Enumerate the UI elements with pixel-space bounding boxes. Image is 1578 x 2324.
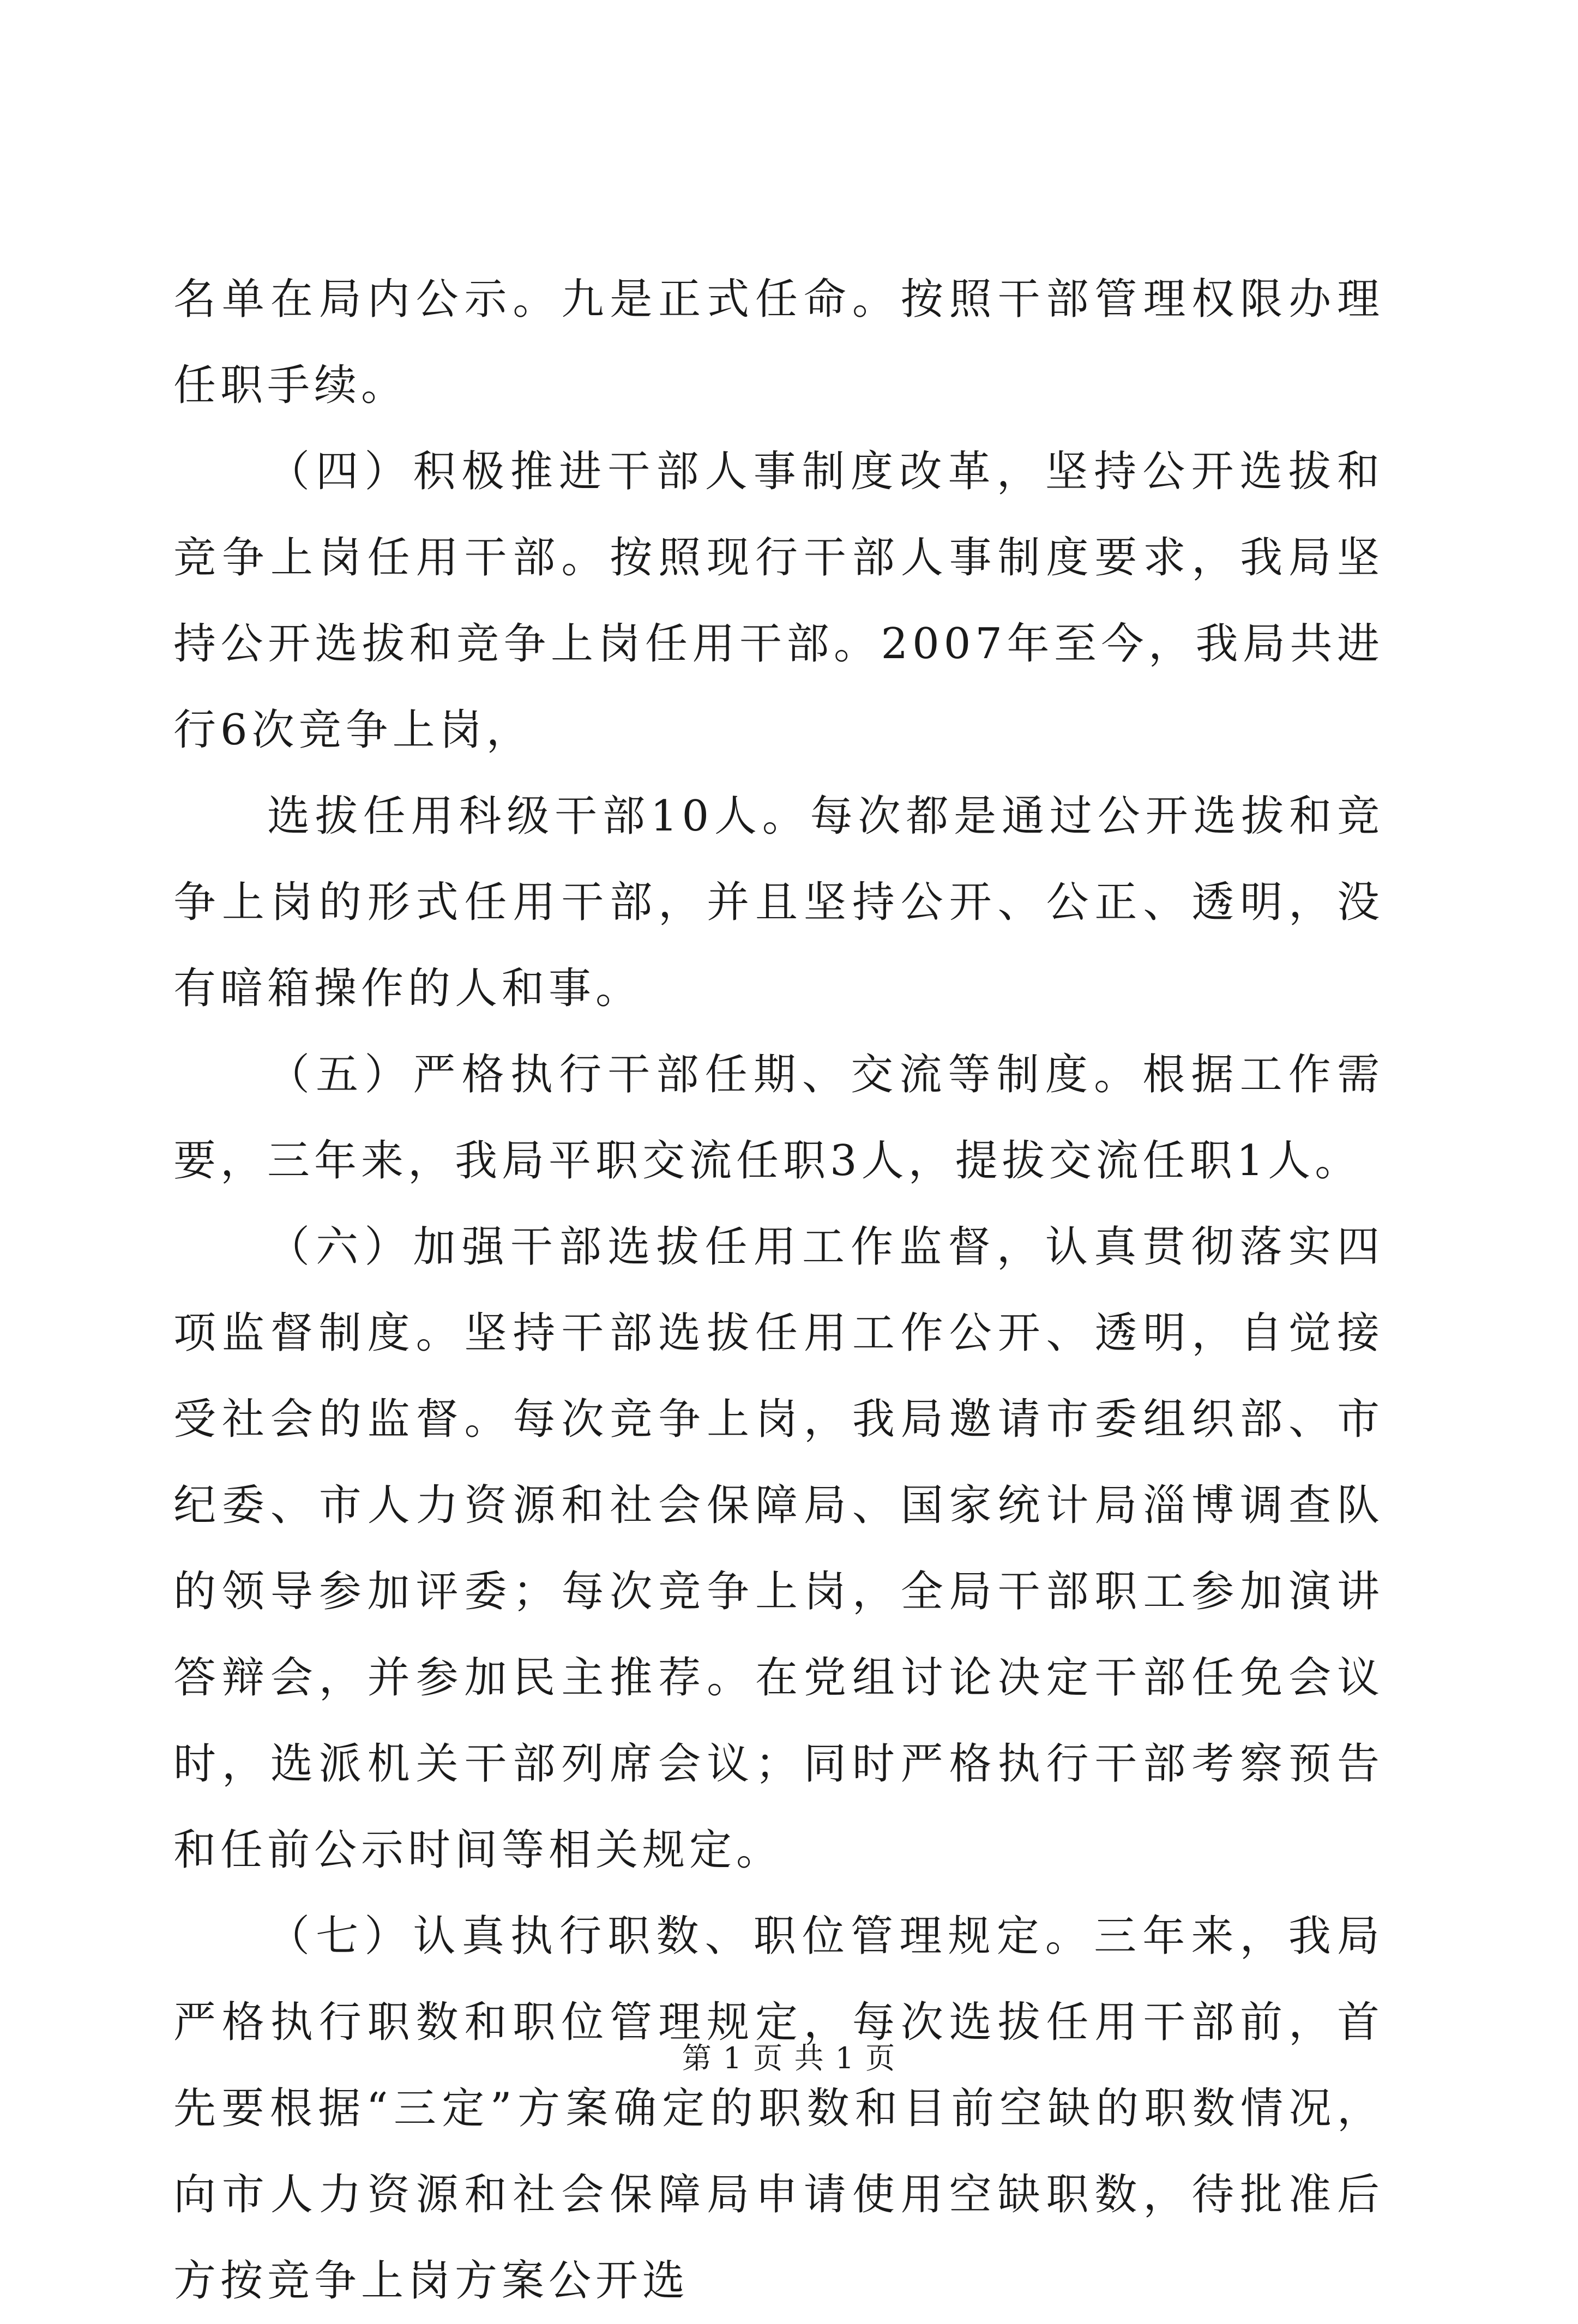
- document-body: [173, 256, 1384, 2324]
- page-number-footer: 第 1 页 共 1 页: [682, 2041, 896, 2075]
- paragraph-4: （五）严格执行干部任期、交流等制度。根据工作需要，三年来，我局平职交流任职3人，提拔交流任职1人。: [173, 1050, 1384, 1185]
- paragraph-5: （六）加强干部选拔任用工作监督，认真贯彻落实四项监督制度。坚持干部选拔任用工作公开、透明，自觉接受社会的监督。每次竞争上岗，我局邀请市委组织部、市纪委、市人力资源和社会保障局、国家统计局淄博调查队的领导参加评委；每次竞争上岗，全局干部职工参加演讲答辩会，并参加民主推荐。在党组讨论决定干部任免会议时，选派机关干部列席会议；同时严格执行干部考察预告和任前公示时间等相关规定。: [173, 1223, 1384, 1875]
- paragraph-6: （七）认真执行职数、职位管理规定。三年来，我局严格执行职数和职位管理规定，每次选拔任用干部前，首先要根据“三定”方案确定的职数和目前空缺的职数情况，向市人力资源和社会保障局申请使用空缺职数，待批准后方按竞争上岗方案公开选: [173, 1912, 1384, 2305]
- paragraph-3: 选拔任用科级干部10人。每次都是通过公开选拔和竞争上岗的形式任用干部，并且坚持公开、公正、透明，没有暗箱操作的人和事。: [173, 792, 1384, 1013]
- paragraph-1: 名单在局内公示。九是正式任命。按照干部管理权限办理任职手续。: [173, 275, 1384, 410]
- paragraph-2: （四）积极推进干部人事制度改革，坚持公开选拔和竞争上岗任用干部。按照现行干部人事制度要求，我局坚持公开选拔和竞争上岗任用干部。2007年至今，我局共进行6次竞争上岗，: [173, 447, 1384, 755]
